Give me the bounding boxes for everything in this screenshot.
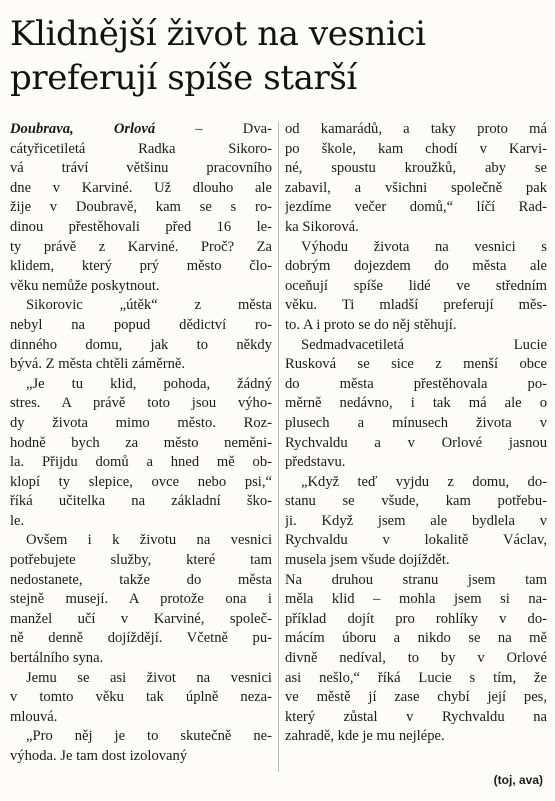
text-line: od kamarádů, a taky proto má: [285, 121, 547, 137]
text-line: po škole, kam chodí v Karvi-: [285, 140, 547, 157]
text-line: měla klid – mohla jsem si na-: [285, 591, 547, 608]
text-line: „Pro něj je to skutečně ne-: [26, 728, 272, 745]
column-divider: [278, 122, 279, 772]
text-line: stres. A právě toto jsou výho-: [10, 395, 272, 412]
text-line: klidem, který prý město člo-: [10, 258, 272, 275]
text-line: Na druhou stranu jsem tam: [285, 571, 547, 588]
text-line: který zůstal v Rychvaldu na: [285, 708, 547, 725]
text-line: Rusková se sice z menší obce: [285, 356, 547, 373]
text-line: v tomto věku tak úplně neza-: [10, 689, 272, 706]
text-line: ji. Když jsem ale bydlela v: [285, 512, 547, 529]
text-line: potřebujete služby, které tam: [10, 552, 272, 569]
text-line: do města přestěhovala po-: [285, 375, 547, 392]
text-line: Sikorovic „útěk“ z města: [26, 297, 272, 314]
text-line: ně denně dojíždějí. Včetně pu-: [10, 630, 272, 647]
text-line: jezdíme večer domů,“ líčí Rad-: [285, 199, 547, 216]
text-line: „Když teď vyjdu z domu, do-: [301, 473, 547, 490]
text-line: měrně nedávno, i tak má ale o: [285, 395, 547, 412]
right-column: [285, 120, 547, 747]
text-line: stejně musejí. A protože ona i: [10, 591, 272, 608]
dateline-rest: – Dva-: [155, 121, 272, 137]
text-line: bývá. Z města chtěli záměrně.: [10, 356, 186, 373]
text-line: ty právě z Karviné. Proč? Za: [10, 238, 272, 255]
text-line: zahradě, kde je mu nejlépe.: [285, 728, 445, 745]
text-line: oceňují spíše lidé ve středním: [285, 277, 547, 294]
headline-line-2: preferují spíše starší: [10, 58, 357, 98]
text-line: le.: [10, 512, 25, 529]
text-line: la. Přijdu domů a hned mě ob-: [10, 454, 272, 471]
text-line: Rychvaldu a v Orlové jasnou: [285, 434, 547, 451]
left-column: [10, 120, 272, 767]
dateline: Doubrava, Orlová: [10, 121, 156, 137]
text-line: asi nešlo,“ říká Lucie s tím, že: [285, 669, 547, 686]
text-line: stanu se všude, kam potřebu-: [285, 493, 547, 510]
text-line: zabavil, a všichni společně pak: [285, 179, 547, 196]
text-line: Sedmadvacetiletá Lucie: [301, 336, 547, 353]
text-line: „Je tu klid, pohoda, žádný: [26, 375, 272, 392]
text-line: cátyřicetiletá Radka Sikoro-: [10, 140, 272, 157]
text-line: žije v Doubravě, kam se s ro-: [10, 199, 272, 216]
text-line: bertálního syna.: [10, 650, 104, 667]
text-line: plusech a mínusech života v: [285, 414, 547, 431]
text-line: Ovšem i k životu na vesnici: [26, 532, 272, 549]
text-line: dinného domu, jak to někdy: [10, 336, 272, 353]
text-line: vá tráví většinu pracovního: [10, 160, 272, 177]
text-line: ka Sikorová.: [285, 218, 359, 235]
text-line: to. A i proto se do něj stěhují.: [285, 316, 457, 333]
text-line: ve městě jí zase chybí její pes,: [285, 689, 547, 706]
text-line: dobrým dojezdem do města ale: [285, 258, 547, 275]
text-line: nebyl na popud dědictví ro-: [10, 316, 272, 333]
article-headline: [10, 12, 550, 100]
text-line: klopí ty slepice, ovce nebo psi,“: [10, 473, 272, 490]
text-line: mlouvá.: [10, 708, 58, 725]
text-line: mácím úboru a nikdo se na mě: [285, 630, 547, 647]
text-line: nedostanete, takže do města: [10, 571, 272, 588]
text-line: věku nemůže poskytnout.: [10, 277, 160, 294]
text-line: Jemu se asi život na vesnici: [26, 669, 272, 686]
text-line: Výhodu života na vesnici s: [301, 238, 547, 255]
text-line: představu.: [285, 454, 346, 471]
text-line: musela jsem všude dojíždět.: [285, 552, 450, 569]
text-line: dy života mimo město. Roz-: [10, 414, 272, 431]
text-line: věku. Ti mladší preferují měs-: [285, 297, 547, 314]
text-line: výhoda. Je tam dost izolovaný: [10, 748, 188, 764]
text-line: né, spoustu kroužků, aby se: [285, 160, 547, 177]
author-byline: (toj, ava): [493, 773, 543, 787]
text-line: Rychvaldu v lokalitě Václav,: [285, 532, 547, 549]
text-line: příklad dojít pro rohlíky v do-: [285, 610, 547, 627]
text-line: divně nedíval, to by v Orlové: [285, 650, 547, 667]
text-line: hodně bych za město neměni-: [10, 434, 272, 451]
text-line: dinou přestěhovali před 16 le-: [10, 218, 272, 235]
text-line: říká učitelka na základní ško-: [10, 493, 272, 510]
text-line: dne v Karviné. Už dlouho ale: [10, 179, 272, 196]
headline-line-1: Klidnější život na vesnici: [10, 14, 426, 54]
text-line: [10, 120, 272, 140]
text-line: manžel učí v Karviné, společ-: [10, 610, 272, 627]
